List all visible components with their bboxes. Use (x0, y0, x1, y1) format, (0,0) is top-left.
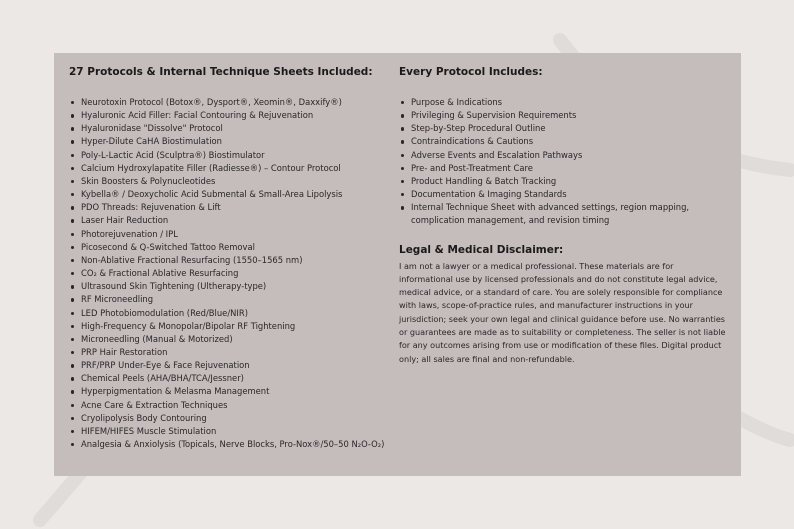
list-item: Analgesia & Anxiolysis (Topicals, Nerve Blocks, Pro-Nox®/50–50 N₂O-O₂) (69, 438, 389, 451)
list-item: CO₂ & Fractional Ablative Resurfacing (69, 267, 389, 280)
list-item: Non-Ablative Fractional Resurfacing (1550–1565 nm) (69, 254, 389, 267)
list-item: PRF/PRP Under-Eye & Face Rejuvenation (69, 359, 389, 372)
list-item: Laser Hair Reduction (69, 214, 389, 227)
content-card (54, 53, 741, 476)
list-item: Contraindications & Cautions (399, 135, 729, 148)
list-item: Chemical Peels (AHA/BHA/TCA/Jessner) (69, 372, 389, 385)
list-item: Acne Care & Extraction Techniques (69, 399, 389, 412)
list-item: Hyperpigmentation & Melasma Management (69, 385, 389, 398)
list-item: Kybella® / Deoxycholic Acid Submental & Small-Area Lipolysis (69, 188, 389, 201)
list-item: Ultrasound Skin Tightening (Ultherapy-type) (69, 280, 389, 293)
list-item: Product Handling & Batch Tracking (399, 175, 729, 188)
list-item: Step-by-Step Procedural Outline (399, 122, 729, 135)
list-item: Purpose & Indications (399, 96, 729, 109)
list-item: Cryolipolysis Body Contouring (69, 412, 389, 425)
protocols-heading: 27 Protocols & Internal Technique Sheets Included: (69, 66, 373, 78)
list-item: PDO Threads: Rejuvenation & Lift (69, 201, 389, 214)
list-item: Poly-L-Lactic Acid (Sculptra®) Biostimulator (69, 149, 389, 162)
protocols-column (69, 66, 389, 451)
list-item: Privileging & Supervision Requirements (399, 109, 729, 122)
list-item: Adverse Events and Escalation Pathways (399, 149, 729, 162)
list-item: Hyaluronidase "Dissolve" Protocol (69, 122, 389, 135)
includes-heading: Every Protocol Includes: (399, 66, 543, 78)
list-item: Pre- and Post-Treatment Care (399, 162, 729, 175)
protocols-list (69, 96, 389, 451)
list-item: Picosecond & Q-Switched Tattoo Removal (69, 241, 389, 254)
list-item: Hyper-Dilute CaHA Biostimulation (69, 135, 389, 148)
list-item: High-Frequency & Monopolar/Bipolar RF Tightening (69, 320, 389, 333)
list-item: PRP Hair Restoration (69, 346, 389, 359)
list-item: Hyaluronic Acid Filler: Facial Contouring & Rejuvenation (69, 109, 389, 122)
list-item: Internal Technique Sheet with advanced settings, region mapping, complication management, and revision timing (399, 201, 711, 227)
list-item: RF Microneedling (69, 293, 389, 306)
includes-list (399, 96, 729, 228)
disclaimer-heading: Legal & Medical Disclaimer: (399, 243, 564, 256)
includes-column (399, 66, 729, 374)
list-item: LED Photobiomodulation (Red/Blue/NIR) (69, 307, 389, 320)
list-item: Microneedling (Manual & Motorized) (69, 333, 389, 346)
list-item: HIFEM/HIFES Muscle Stimulation (69, 425, 389, 438)
list-item: Neurotoxin Protocol (Botox®, Dysport®, Xeomin®, Daxxify®) (69, 96, 389, 109)
list-item: Photorejuvenation / IPL (69, 228, 389, 241)
list-item: Skin Boosters & Polynucleotides (69, 175, 389, 188)
list-item: Calcium Hydroxylapatite Filler (Radiesse®) – Contour Protocol (69, 162, 389, 175)
disclaimer-text: I am not a lawyer or a medical professional. These materials are for informational use by licensed professionals and do not constitute legal advice, medical advice, or a standard of care. You are solely responsible for compliance with laws, scope-of-practice rules, and manufacturer instructions in your jurisdiction; seek your own legal and clinical guidance before use. No warranties or guarantees are made as to suitability or completeness. The seller is not liable for any outcomes arising from use or modification of these files. Digital product only; all sales are final and non-refundable. (399, 260, 726, 364)
list-item: Documentation & Imaging Standards (399, 188, 729, 201)
